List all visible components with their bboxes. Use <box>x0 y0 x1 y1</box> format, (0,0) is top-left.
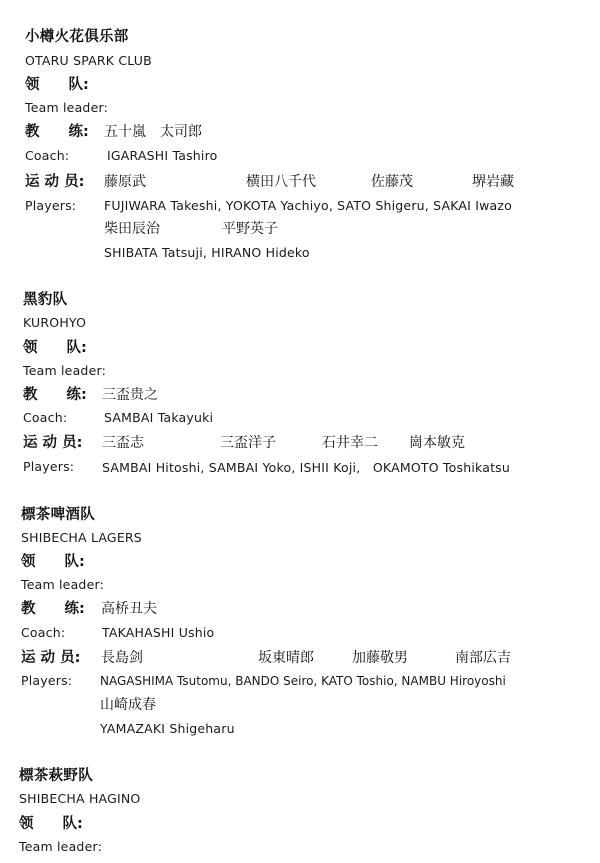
coach-label-cn: 教 练: <box>23 387 87 403</box>
coach-name-en: SAMBAI Takayuki <box>104 410 214 425</box>
players-label-cn: 运 动 员: <box>25 174 85 190</box>
team-name-en: KUROHYO <box>23 315 87 330</box>
player-name-cn: 横田八千代 <box>246 174 316 190</box>
player-name-cn: 柴田辰治 <box>104 221 160 237</box>
players-label-cn: 运 动 员: <box>21 650 81 666</box>
player-name-cn: 堺岩藏 <box>472 174 514 190</box>
player-name-cn: 坂東晴郎 <box>258 650 314 666</box>
leader-label-en: Team leader: <box>19 839 102 854</box>
coach-name-cn: 高桥丑夫 <box>101 601 157 617</box>
players-names-en: SAMBAI Hitoshi, SAMBAI Yoko, ISHII Koji, OKAMOTO Toshikatsu <box>102 460 511 475</box>
leader-label-cn: 领 队: <box>19 816 83 832</box>
player-name-cn: 南部広吉 <box>455 650 511 666</box>
team-name-cn: 標茶萩野队 <box>19 768 93 784</box>
leader-label-cn: 领 队: <box>23 340 87 356</box>
player-name-cn: 長島剑 <box>101 650 143 666</box>
players-label-en: Players: <box>23 459 75 474</box>
players-label-en: Players: <box>25 198 77 213</box>
team-name-cn: 黑豹队 <box>23 292 68 308</box>
players-names-en: YAMAZAKI Shigeharu <box>100 721 235 736</box>
leader-label-cn: 领 队: <box>25 77 89 93</box>
player-name-cn: 石井幸二 <box>322 435 378 451</box>
player-name-cn: 山崎成春 <box>100 697 156 713</box>
player-name-cn: 加藤敬男 <box>352 650 408 666</box>
coach-label-en: Coach: <box>23 410 68 425</box>
coach-label-en: Coach: <box>25 148 70 163</box>
coach-label-en: Coach: <box>21 625 66 640</box>
player-name-cn: 三盃志 <box>102 435 144 451</box>
player-name-cn: 藤原武 <box>104 174 146 190</box>
leader-label-en: Team leader: <box>25 100 108 115</box>
players-names-en: NAGASHIMA Tsutomu, BANDO Seiro, KATO Toshio, NAMBU Hiroyoshi <box>100 674 506 688</box>
leader-label-en: Team leader: <box>21 577 104 592</box>
player-name-cn: 崗本敏克 <box>409 435 465 451</box>
player-name-cn: 佐藤茂 <box>371 174 413 190</box>
coach-name-en: TAKAHASHI Ushio <box>102 625 215 640</box>
coach-label-cn: 教 练: <box>21 601 85 617</box>
players-names-en: FUJIWARA Takeshi, YOKOTA Yachiyo, SATO Shigeru, SAKAI Iwazo <box>104 198 513 213</box>
player-name-cn: 平野英子 <box>222 221 278 237</box>
leader-label-cn: 领 队: <box>21 554 85 570</box>
coach-name-cn: 三盃贵之 <box>102 387 158 403</box>
leader-label-en: Team leader: <box>23 363 106 378</box>
team-name-cn: 標茶啤酒队 <box>21 507 95 523</box>
team-name-en: SHIBECHA HAGINO <box>19 791 141 806</box>
player-name-cn: 三盃洋子 <box>220 435 276 451</box>
players-label-cn: 运 动 员: <box>23 435 83 451</box>
coach-label-cn: 教 练: <box>25 124 89 140</box>
team-name-en: OTARU SPARK CLUB <box>25 53 152 68</box>
coach-name-en: IGARASHI Tashiro <box>107 148 218 163</box>
coach-name-cn: 五十嵐 太司郎 <box>104 124 202 140</box>
players-label-en: Players: <box>21 673 73 688</box>
players-names-en: SHIBATA Tatsuji, HIRANO Hideko <box>104 245 310 260</box>
team-name-cn: 小樽火花俱乐部 <box>25 29 129 45</box>
team-name-en: SHIBECHA LAGERS <box>21 530 142 545</box>
